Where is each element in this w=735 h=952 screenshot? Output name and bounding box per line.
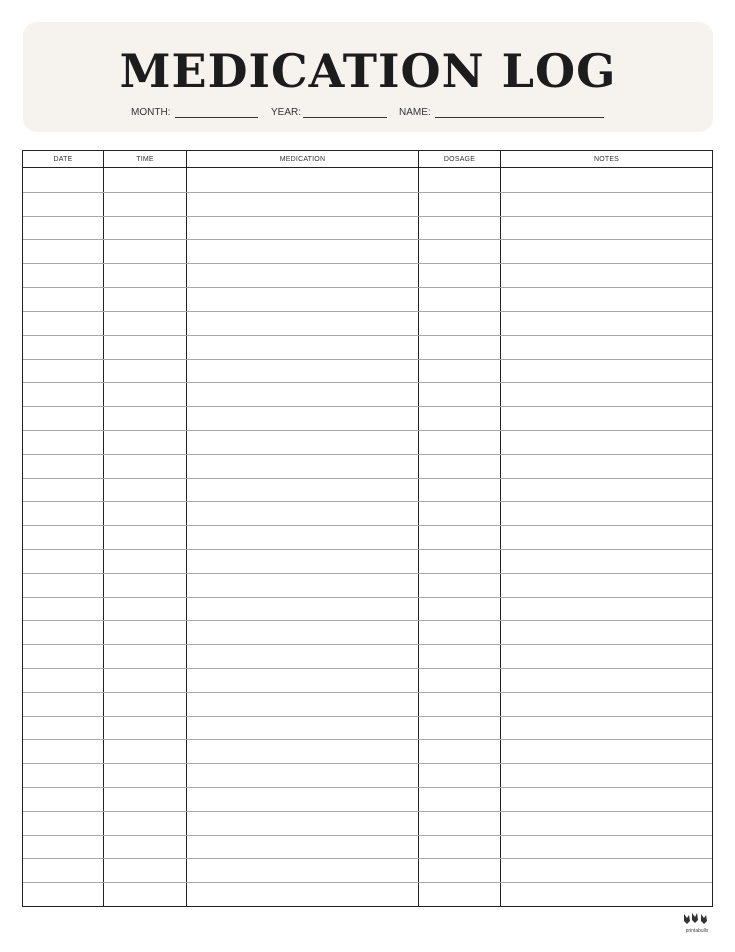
- table-row-line: [23, 501, 712, 502]
- column-divider: [418, 151, 419, 906]
- table-row-line: [23, 406, 712, 407]
- table-row-line: [23, 858, 712, 859]
- table-row-line: [23, 597, 712, 598]
- table-row-line: [23, 335, 712, 336]
- column-header-time: TIME: [136, 156, 154, 163]
- table-row-line: [23, 716, 712, 717]
- table-row-line: [23, 311, 712, 312]
- table-row-line: [23, 287, 712, 288]
- table-row-line: [23, 668, 712, 669]
- page-title: MEDICATION LOG: [119, 44, 617, 98]
- table-row-line: [23, 644, 712, 645]
- table-row-line: [23, 763, 712, 764]
- table-row-line: [23, 382, 712, 383]
- table-row-line: [23, 573, 712, 574]
- table-row-line: [23, 430, 712, 431]
- table-row-line: [23, 692, 712, 693]
- table-row-line: [23, 216, 712, 217]
- column-divider: [103, 151, 104, 906]
- table-row-line: [23, 525, 712, 526]
- column-header-dosage: DOSAGE: [443, 156, 476, 163]
- table-row-line: [23, 811, 712, 812]
- column-header-date: DATE: [53, 156, 73, 163]
- table-row-line: [23, 359, 712, 360]
- brand-text: printabulls: [685, 928, 709, 934]
- table-row-line: [23, 454, 712, 455]
- table-row-line: [23, 620, 712, 621]
- month-field[interactable]: [175, 117, 258, 118]
- name-field[interactable]: [435, 117, 604, 118]
- table-row-line: [23, 239, 712, 240]
- table-row-line: [23, 835, 712, 836]
- medication-log-table: [22, 150, 713, 907]
- column-divider: [186, 151, 187, 906]
- header-panel: [23, 22, 713, 132]
- column-header-notes: NOTES: [593, 156, 620, 163]
- month-label: MONTH:: [131, 107, 171, 118]
- table-row-line: [23, 263, 712, 264]
- table-row-line: [23, 882, 712, 883]
- table-row-line: [23, 192, 712, 193]
- table-row-line: [23, 549, 712, 550]
- column-header-medication: MEDICATION: [279, 156, 326, 163]
- bull-logo-icon: [684, 913, 707, 924]
- year-label: YEAR:: [271, 107, 302, 118]
- brand-logo: [680, 911, 714, 935]
- table-row-line: [23, 739, 712, 740]
- header-divider: [23, 167, 712, 168]
- table-row-line: [23, 787, 712, 788]
- year-field[interactable]: [303, 117, 387, 118]
- column-divider: [500, 151, 501, 906]
- name-label: NAME:: [399, 107, 431, 118]
- table-row-line: [23, 478, 712, 479]
